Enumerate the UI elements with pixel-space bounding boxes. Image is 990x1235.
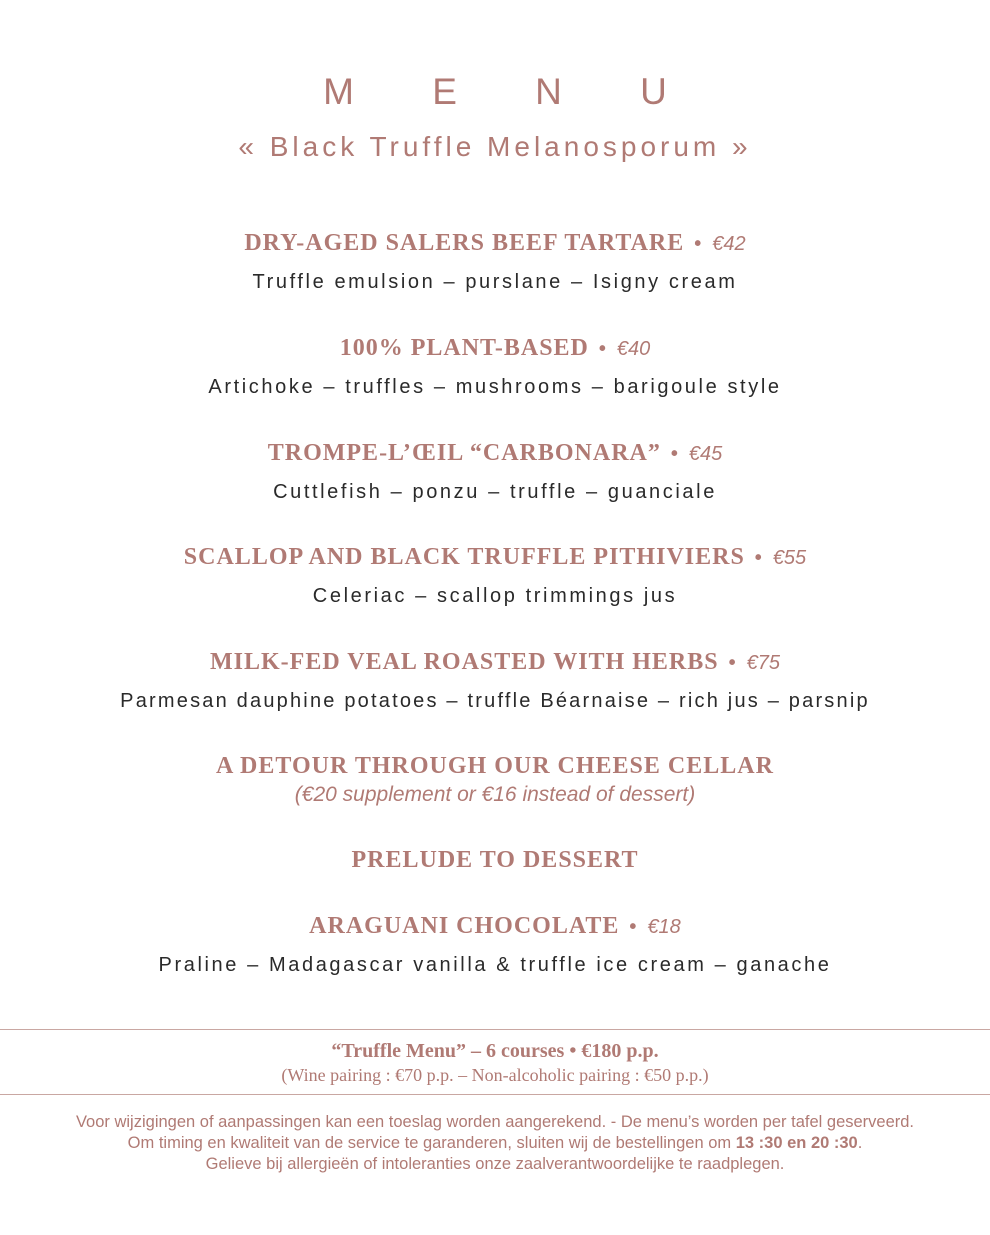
dish-name-line bbox=[0, 333, 990, 364]
dish-description: Cuttlefish – ponzu – truffle – guanciale bbox=[273, 481, 717, 503]
bullet-separator: • bbox=[754, 547, 763, 569]
dish-name: PRELUDE TO DESSERT bbox=[351, 847, 639, 873]
bullet-separator: • bbox=[694, 233, 703, 255]
dish-description: Truffle emulsion – purslane – Isigny cream bbox=[252, 271, 738, 293]
dish-item bbox=[0, 333, 990, 400]
dish-item bbox=[0, 228, 990, 295]
dish-price: €42 bbox=[712, 233, 746, 255]
dish-name: MILK-FED VEAL ROASTED WITH HERBS bbox=[210, 649, 719, 675]
note-ordering-end: . bbox=[857, 1134, 863, 1152]
note-line-ordering bbox=[0, 1133, 990, 1154]
dish-name-line bbox=[0, 845, 990, 875]
bullet-separator: • bbox=[598, 338, 607, 360]
dish-name: A DETOUR THROUGH OUR CHEESE CELLAR bbox=[216, 753, 774, 779]
dish-name-line bbox=[0, 647, 990, 678]
dish-name: SCALLOP AND BLACK TRUFFLE PITHIVIERS bbox=[183, 544, 745, 570]
pairing-info: (Wine pairing : €70 p.p. – Non-alcoholic pairing : €50 p.p.) bbox=[281, 1065, 709, 1085]
dish-item bbox=[0, 751, 990, 809]
bullet-separator: • bbox=[670, 443, 679, 465]
dish-item bbox=[0, 438, 990, 505]
dish-name-line bbox=[0, 911, 990, 942]
dish-description: Artichoke – truffles – mushrooms – barigoule style bbox=[208, 376, 782, 398]
menu-title: M E N U bbox=[323, 71, 701, 112]
note-ordering-text: Om timing en kwaliteit van de service te garanderen, sluiten wij de bestellingen om bbox=[127, 1134, 736, 1152]
dish-name: TROMPE-L’ŒIL “CARBONARA” bbox=[267, 440, 661, 466]
note-line-surcharge: Voor wijzigingen of aanpassingen kan een toeslag worden aangerekend. - De menu’s worden per tafel geserveerd. bbox=[75, 1113, 915, 1131]
menu-subtitle: « Black Truffle Melanosporum » bbox=[238, 131, 752, 162]
dish-name-line bbox=[0, 751, 990, 781]
dish-price: €40 bbox=[616, 338, 651, 360]
dish-item bbox=[0, 542, 990, 609]
dish-name-line bbox=[0, 542, 990, 573]
dish-name: ARAGUANI CHOCOLATE bbox=[309, 913, 620, 939]
divider-bottom bbox=[0, 1094, 990, 1095]
dish-name: 100% PLANT-BASED bbox=[339, 335, 589, 361]
menu-summary: “Truffle Menu” – 6 courses • €180 p.p. bbox=[331, 1040, 659, 1062]
dish-description: Praline – Madagascar vanilla & truffle ice cream – ganache bbox=[158, 954, 832, 976]
dish-name: DRY-AGED SALERS BEEF TARTARE bbox=[244, 230, 685, 256]
dish-item bbox=[0, 845, 990, 875]
dish-description: Celeriac – scallop trimmings jus bbox=[312, 585, 678, 607]
dish-name-line bbox=[0, 228, 990, 259]
dish-supplement-note: (€20 supplement or €16 instead of dessert) bbox=[294, 783, 696, 806]
note-line-allergies: Gelieve bij allergieën of intoleranties onze zaalverantwoordelijke te raadplegen. bbox=[205, 1155, 785, 1173]
dish-item bbox=[0, 647, 990, 714]
dish-name-line bbox=[0, 438, 990, 469]
bullet-separator: • bbox=[728, 652, 737, 674]
dish-description: Parmesan dauphine potatoes – truffle Béarnaise – rich jus – parsnip bbox=[120, 690, 870, 712]
note-ordering-times: 13 :30 en 20 :30 bbox=[735, 1134, 858, 1152]
bullet-separator: • bbox=[629, 916, 638, 938]
dish-price: €18 bbox=[647, 916, 681, 938]
divider-top bbox=[0, 1029, 990, 1030]
dish-price: €55 bbox=[772, 547, 807, 569]
dish-price: €45 bbox=[688, 443, 723, 465]
dish-price: €75 bbox=[746, 652, 780, 674]
service-notes bbox=[0, 1112, 990, 1175]
dish-item bbox=[0, 911, 990, 978]
